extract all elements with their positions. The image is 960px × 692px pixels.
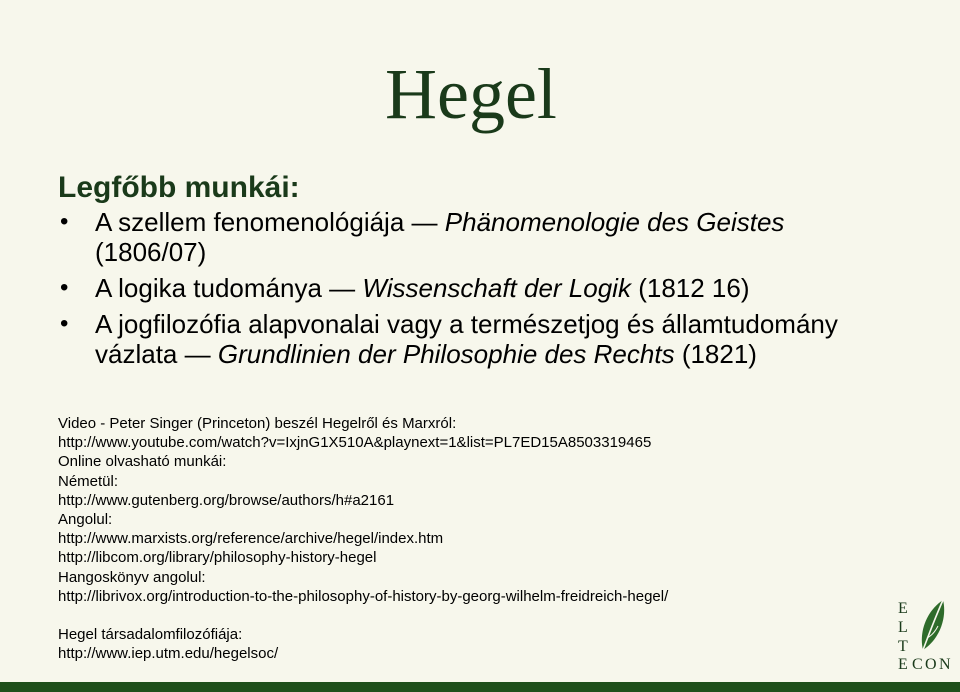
works-list (58, 207, 888, 375)
work-de-title: Wissenschaft der Logik (362, 273, 631, 303)
work-year: (1806/07) (95, 237, 207, 267)
english-label: Angolul: (58, 511, 113, 529)
resources-block (58, 414, 938, 663)
iep-link[interactable]: http://www.iep.utm.edu/hegelsoc/ (58, 645, 279, 663)
logo-letter: N (939, 656, 951, 673)
online-works-label: Online olvasható munkái: (58, 453, 227, 471)
video-label: Video - Peter Singer (Princeton) beszél Hegelről és Marxról: (58, 415, 457, 432)
list-item: • A szellem fenomenológiája — Phänomenologie des Geistes (1806/07) (58, 207, 888, 267)
marxists-link[interactable]: http://www.marxists.org/reference/archive/hegel/index.htm (58, 530, 444, 548)
gutenberg-link[interactable]: http://www.gutenberg.org/browse/authors/h#a2161 (58, 491, 395, 509)
spacer (58, 606, 938, 625)
youtube-link[interactable]: http://www.youtube.com/watch?v=IxjnG1X510A&playnext=1&list=PL7ED15A8503319465 (58, 434, 652, 452)
audiobook-label: Hangoskönyv angolul: (58, 568, 206, 586)
work-de-title: Phänomenologie des Geistes (444, 207, 785, 237)
work-de-title: Grundlinien der Philosophie des Rechts (217, 339, 675, 369)
section-heading: Legfőbb munkái: (58, 171, 300, 204)
bottom-bar (0, 682, 960, 692)
leaf-icon (917, 598, 949, 652)
librivox-link[interactable]: http://librivox.org/introduction-to-the-philosophy-of-history-by-georg-wilhelm-freidreich-hegel/ (58, 587, 669, 605)
german-label: Németül: (58, 472, 119, 490)
elte-econ-logo (895, 596, 955, 676)
work-hu-title: A jogfilozófia alapvonalai vagy a természetjog és államtudomány vázlata (95, 309, 838, 369)
slide-title: Hegel (385, 54, 557, 134)
logo-letter: C (912, 656, 923, 673)
libcom-link[interactable]: http://libcom.org/library/philosophy-history-hegel (58, 549, 377, 567)
logo-letter: E (898, 656, 908, 673)
list-item: • A logika tudománya — Wissenschaft der Logik (1812 16) (58, 273, 888, 303)
work-year: (1821) (681, 339, 757, 369)
list-item: • A jogfilozófia alapvonalai vagy a természetjog és államtudomány vázlata — Grundlinien der Philosophie des Rechts (1821) (58, 309, 888, 369)
work-year: (1812 16) (638, 273, 750, 303)
work-hu-title: A szellem fenomenológiája (95, 207, 405, 237)
logo-letter: L (898, 619, 908, 636)
logo-letter: O (925, 656, 937, 673)
logo-letter: E (898, 600, 908, 617)
work-hu-title: A logika tudománya (95, 273, 322, 303)
social-philosophy-label: Hegel társadalomfilozófiája: (58, 626, 243, 644)
logo-letter: T (898, 638, 908, 655)
